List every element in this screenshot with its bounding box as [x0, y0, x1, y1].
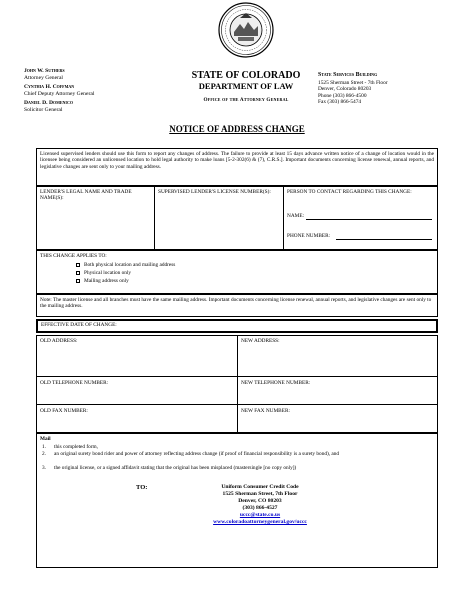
- letterhead: [150, 70, 342, 103]
- address-line: Denver, Colorado 80203: [318, 86, 372, 93]
- item-number: 1.: [42, 444, 46, 450]
- staff-title: Attorney General: [24, 74, 63, 81]
- option-label: Both physical location and mailing address: [84, 262, 176, 268]
- staff-name: Cynthia H. Coffman: [24, 84, 75, 91]
- recipient-address: [180, 484, 340, 526]
- staff-title: Solicitor General: [24, 106, 63, 113]
- mail-item: this completed form,: [54, 444, 98, 450]
- divider: [154, 186, 155, 250]
- mail-item: an original surety bond rider and power of attorney reflecting address change (if proof of financial responsibility is a surety bond), and: [54, 451, 340, 457]
- item-number: 2.: [42, 451, 46, 457]
- contact-phone-field[interactable]: [336, 239, 432, 240]
- old-phone-label: OLD TELEPHONE NUMBER:: [40, 380, 109, 386]
- office-name: Office of the Attorney General: [203, 97, 289, 103]
- change-applies-label: THIS CHANGE APPLIES TO:: [40, 253, 107, 259]
- contact-name-label: NAME:: [287, 213, 305, 219]
- new-address-label: NEW ADDRESS:: [241, 338, 280, 344]
- state-name: STATE OF COLORADO: [191, 70, 301, 81]
- new-fax-label: NEW FAX NUMBER:: [241, 408, 290, 414]
- website-link[interactable]: www.coloradoattorneygeneral.gov/uccc: [213, 519, 307, 525]
- staff-3: [24, 100, 164, 113]
- address-line: 1525 Sherman Street - 7th Floor: [318, 79, 388, 86]
- old-phone-field[interactable]: [40, 388, 232, 402]
- lender-name-field[interactable]: [40, 204, 150, 246]
- note-text: Note: The master license and all branches must have the same mailing address. Important documents concerning license renewal, annual reports, and legislative changes are sent only to the mailing address.: [40, 297, 432, 310]
- to-label: TO:: [136, 484, 148, 491]
- option-label: Physical location only: [84, 270, 132, 276]
- recipient-line: Denver, CO 80203: [238, 498, 282, 504]
- staff-name: Daniel D. Domenico: [24, 100, 73, 107]
- contact-phone-label: PHONE NUMBER:: [287, 233, 331, 239]
- office-address: [318, 72, 458, 106]
- recipient-line: 1525 Sherman Street, 7th Floor: [222, 491, 298, 497]
- mail-heading: Mail: [40, 436, 51, 442]
- department-name: DEPARTMENT OF LAW: [198, 81, 294, 91]
- option-label: Mailing address only: [84, 278, 129, 284]
- divider: [36, 376, 438, 377]
- license-number-label: SUPERVISED LENDER'S LICENSE NUMBER(S):: [158, 189, 271, 195]
- new-phone-label: NEW TELEPHONE NUMBER:: [241, 380, 311, 386]
- state-seal-icon: [218, 2, 274, 58]
- recipient-line: Uniform Consumer Credit Code: [221, 484, 299, 490]
- contact-person-label: PERSON TO CONTACT REGARDING THIS CHANGE:: [287, 189, 412, 195]
- email-link[interactable]: uccc@state.co.us: [239, 512, 281, 518]
- divider: [36, 404, 438, 405]
- staff-1: [24, 68, 164, 81]
- old-fax-label: OLD FAX NUMBER:: [40, 408, 88, 414]
- new-phone-field[interactable]: [241, 388, 433, 402]
- old-fax-field[interactable]: [40, 416, 232, 430]
- mail-item: the original license, or a signed affidavit stating that the original has been misplaced (mastersingle [no copy only]): [54, 465, 297, 471]
- item-number: 3.: [42, 465, 46, 471]
- mailing-checkbox[interactable]: [76, 279, 80, 283]
- staff-title: Chief Deputy Attorney General: [24, 90, 95, 97]
- old-address-field[interactable]: [40, 346, 232, 374]
- new-address-field[interactable]: [241, 346, 433, 374]
- address-line: Fax (303) 866-5474: [318, 99, 362, 106]
- staff-name: John W. Suthers: [24, 68, 65, 74]
- address-line: Phone (303) 866-4500: [318, 92, 367, 99]
- license-number-field[interactable]: [158, 204, 278, 246]
- form-title: NOTICE OF ADDRESS CHANGE: [169, 124, 305, 134]
- building-name: State Services Building: [318, 72, 378, 78]
- divider: [237, 335, 238, 433]
- recipient-line: (303) 866-4527: [242, 505, 278, 511]
- divider: [283, 186, 284, 250]
- physical-checkbox[interactable]: [76, 271, 80, 275]
- staff-2: [24, 84, 164, 97]
- new-fax-field[interactable]: [241, 416, 433, 430]
- contact-name-field[interactable]: [306, 219, 432, 220]
- effective-date-label: EFFECTIVE DATE OF CHANGE:: [41, 322, 117, 328]
- old-address-label: OLD ADDRESS:: [40, 338, 78, 344]
- both-checkbox[interactable]: [76, 263, 80, 267]
- staff-list: [24, 68, 164, 117]
- intro-text: Licensed supervised lenders should use this form to report any changes of address. The failure to provide at least 15 days advance written notice of a change of location would in the licensee being considered an unlicensed location to hold legal authority to make loans [5-2-302(6) & (7), C.R.S.]. Important documents concerning license renewal, annual reports, and legislative changes are sent only to your mailing address.: [40, 151, 434, 170]
- lender-name-label: LENDER'S LEGAL NAME AND TRADE NAME(S):: [40, 189, 132, 202]
- effective-date-field[interactable]: [130, 321, 430, 331]
